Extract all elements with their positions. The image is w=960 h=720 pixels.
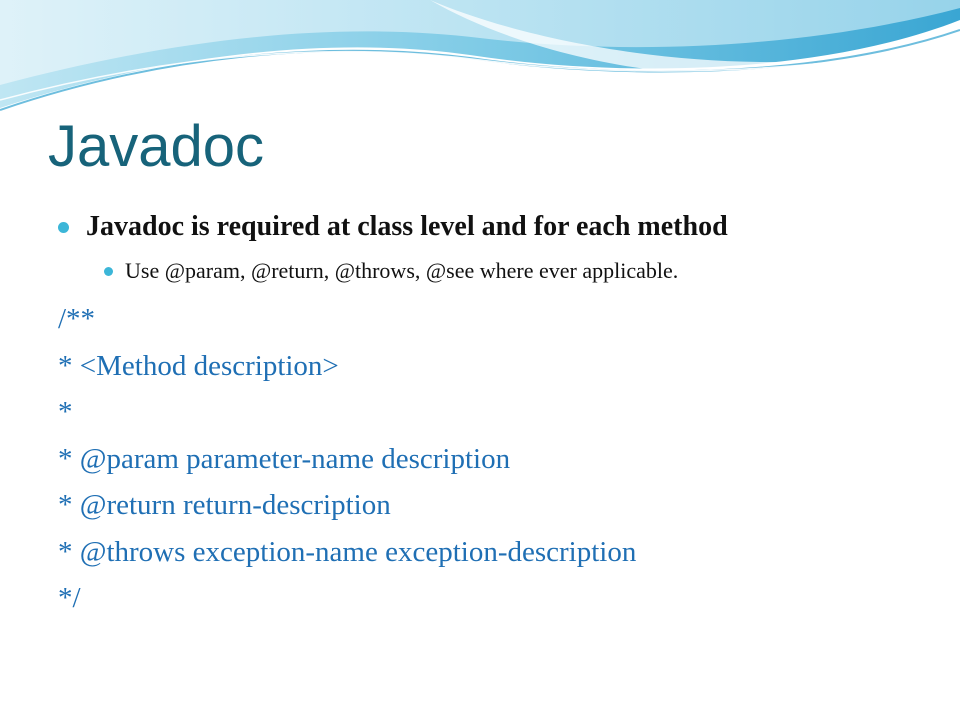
code-line: * @throws exception-name exception-description bbox=[58, 535, 637, 568]
code-line: * bbox=[58, 396, 73, 428]
header-wave-decoration bbox=[0, 0, 960, 120]
bullet-dot-icon bbox=[58, 222, 69, 233]
javadoc-template-block bbox=[58, 296, 636, 622]
bullet-text: Javadoc is required at class level and for each method bbox=[86, 211, 728, 242]
slide-title: Javadoc bbox=[48, 114, 265, 179]
code-line: * @return return-description bbox=[58, 489, 391, 521]
code-line: */ bbox=[58, 582, 81, 614]
bullet-item-level1 bbox=[58, 211, 728, 243]
bullet-text: Use @param, @return, @throws, @see where ever applicable. bbox=[125, 258, 679, 283]
code-line: /** bbox=[58, 303, 96, 335]
bullet-dot-icon bbox=[104, 267, 113, 276]
code-line: * @param parameter-name description bbox=[58, 442, 511, 475]
code-line: * <Method description> bbox=[58, 349, 339, 382]
bullet-item-level2 bbox=[104, 258, 678, 284]
